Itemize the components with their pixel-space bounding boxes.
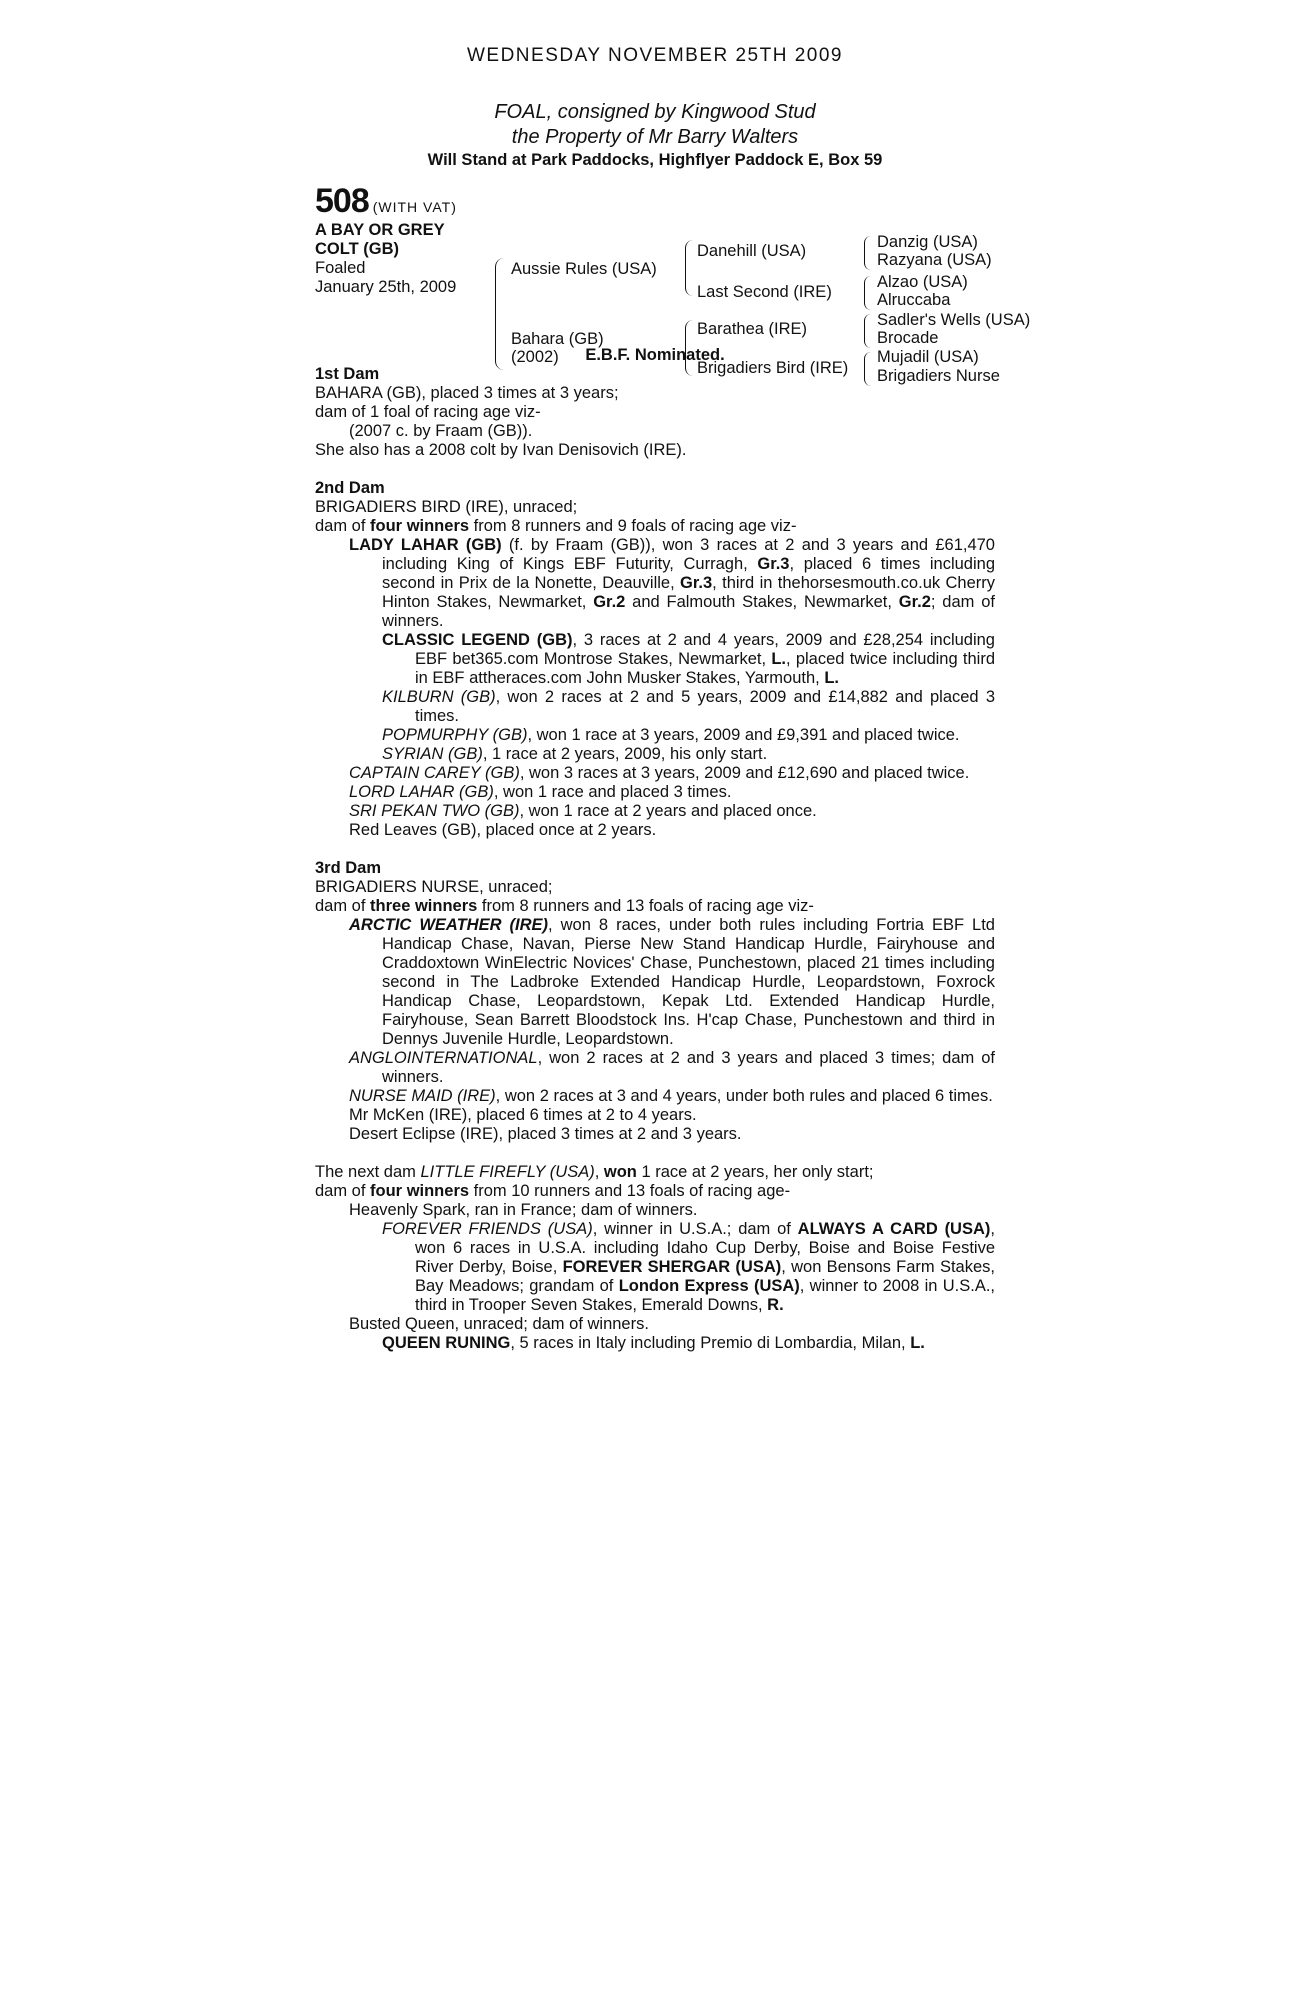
lot-number: 508 <box>315 182 369 220</box>
produce-entry: POPMURPHY (GB), won 1 race at 3 years, 2009 and £9,391 and placed twice. <box>382 726 960 744</box>
consignor-line: FOAL, consigned by Kingwood Stud <box>494 101 816 123</box>
ebf-note: E.B.F. Nominated. <box>585 346 725 364</box>
pedigree-brace <box>864 276 871 310</box>
produce-entry: LADY LAHAR (GB) (f. by Fraam (GB)), won 3 races at 2 and 3 years and £61,470 including King of Kings EBF Futurity, Curragh, Gr.3, placed 6 times including second in Prix de la Nonette, Deauville, Gr.3, third in thehorsesmouth.co.uk Cherry Hinton Stakes, Newmarket, Gr.2 and Falmouth Stakes, Newmarket, Gr.2; dam of winners. <box>349 536 995 630</box>
third-dam-line: dam of three winners from 8 runners and 13 foals of racing age viz- <box>315 897 814 915</box>
produce-entry: Busted Queen, unraced; dam of winners. <box>349 1315 649 1333</box>
first-dam-line: dam of 1 foal of racing age viz- <box>315 403 541 421</box>
pedigree-dsd: Brocade <box>877 329 939 347</box>
produce-entry: NURSE MAID (IRE), won 2 races at 3 and 4 years, under both rules and placed 6 times. <box>349 1087 993 1105</box>
produce-entry: ARCTIC WEATHER (IRE), won 8 races, under both rules including Fortria EBF Ltd Handicap Chase, Navan, Pierse New Stand Handicap Hurdle, Fairyhouse and Craddoxtown WinElectric Novices' Chase, Punchestown, placed 21 times including second in The Ladbroke Extended Handicap Hurdle, Leopardstown, Foxrock Handicap Chase, Leopardstown, Kepak Ltd. Extended Handicap Hurdle, Fairyhouse, Sean Barrett Bloodstock Ins. H'cap Chase, Punchestown and third in Dennys Juvenile Hurdle, Leopardstown. <box>349 916 995 1048</box>
pedigree-brace <box>864 314 871 348</box>
produce-entry: ANGLOINTERNATIONAL, won 2 races at 2 and 3 years and placed 3 times; dam of winners. <box>349 1049 995 1086</box>
produce-entry: LORD LAHAR (GB), won 1 race and placed 3 times. <box>349 783 732 801</box>
produce-entry: CAPTAIN CAREY (GB), won 3 races at 3 years, 2009 and £12,690 and placed twice. <box>349 764 970 782</box>
produce-entry: CLASSIC LEGEND (GB), 3 races at 2 and 4 years, 2009 and £28,254 including EBF bet365.com Montrose Stakes, Newmarket, L., placed twice including third in EBF attheraces.com John Musker Stakes, Yarmouth, L. <box>382 631 995 687</box>
pedigree-dss: Sadler's Wells (USA) <box>877 311 1031 329</box>
pedigree-dds: Mujadil (USA) <box>877 348 979 366</box>
pedigree-dam-year: (2002) <box>511 348 559 366</box>
owner-line: the Property of Mr Barry Walters <box>511 126 799 148</box>
lot-description-2: COLT (GB) <box>315 240 400 258</box>
produce-entry: SRI PEKAN TWO (GB), won 1 race at 2 years and placed once. <box>349 802 817 820</box>
sale-date: WEDNESDAY NOVEMBER 25TH 2009 <box>466 45 843 66</box>
next-dam-line: The next dam LITTLE FIREFLY (USA), won 1 race at 2 years, her only start; <box>315 1163 874 1181</box>
pedigree-ssd: Razyana (USA) <box>877 251 992 269</box>
vat-note: (WITH VAT) <box>372 199 457 215</box>
lot-description-1: A BAY OR GREY <box>315 221 445 239</box>
pedigree-sire-dam: Last Second (IRE) <box>697 283 832 301</box>
pedigree-dam-sire: Barathea (IRE) <box>697 320 808 338</box>
pedigree-brace <box>864 236 871 270</box>
second-dam-heading: 2nd Dam <box>315 479 385 497</box>
produce-entry: Red Leaves (GB), placed once at 2 years. <box>349 821 657 839</box>
pedigree-dam: Bahara (GB) <box>511 330 604 348</box>
consignment <box>315 100 995 150</box>
first-dam-line: She also has a 2008 colt by Ivan Denisovich (IRE). <box>315 441 687 459</box>
second-dam-line: BRIGADIERS BIRD (IRE), unraced; <box>315 498 578 516</box>
foaled-label: Foaled <box>315 259 366 277</box>
produce-entry: Heavenly Spark, ran in France; dam of winners. <box>349 1201 698 1219</box>
pedigree-sire: Aussie Rules (USA) <box>511 260 657 278</box>
pedigree-sire-sire: Danehill (USA) <box>697 242 807 260</box>
third-dam-heading: 3rd Dam <box>315 859 382 877</box>
produce-entry: SYRIAN (GB), 1 race at 2 years, 2009, his only start. <box>382 745 768 763</box>
second-dam-line: dam of four winners from 8 runners and 9 foals of racing age viz- <box>315 517 797 535</box>
lot-info <box>315 182 457 297</box>
produce-entry: QUEEN RUNING, 5 races in Italy including Premio di Lombardia, Milan, L. <box>382 1334 925 1352</box>
produce-entry: FOREVER FRIENDS (USA), winner in U.S.A.; dam of ALWAYS A CARD (USA), won 6 races in U.S.A. including Idaho Cup Derby, Boise and Boise Festive River Derby, Boise, FOREVER SHERGAR (USA), won Bensons Farm Stakes, Bay Meadows; grandam of London Express (USA), winner to 2008 in U.S.A., third in Trooper Seven Stakes, Emerald Downs, R. <box>382 1220 995 1314</box>
next-dam-line: dam of four winners from 10 runners and 13 foals of racing age- <box>315 1182 791 1200</box>
pedigree-brace <box>685 240 693 296</box>
first-dam-heading: 1st Dam <box>315 365 380 383</box>
produce-entry: Mr McKen (IRE), placed 6 times at 2 to 4 years. <box>349 1106 697 1124</box>
produce-record <box>315 365 995 1353</box>
stand-location: Will Stand at Park Paddocks, Highflyer Paddock E, Box 59 <box>427 151 883 169</box>
pedigree-sds: Alzao (USA) <box>877 273 968 291</box>
produce-entry: KILBURN (GB), won 2 races at 2 and 5 years, 2009 and £14,882 and placed 3 times. <box>382 688 996 725</box>
produce-entry: Desert Eclipse (IRE), placed 3 times at 2 and 3 years. <box>349 1125 742 1143</box>
pedigree-sdd: Alruccaba <box>877 291 951 309</box>
first-dam-line: BAHARA (GB), placed 3 times at 3 years; <box>315 384 619 402</box>
pedigree-dam-dam: Brigadiers Bird (IRE) <box>697 359 849 377</box>
foaled-date: January 25th, 2009 <box>315 278 457 296</box>
first-dam-line: (2007 c. by Fraam (GB)). <box>349 422 533 440</box>
pedigree-ddd: Brigadiers Nurse <box>877 367 1000 385</box>
third-dam-line: BRIGADIERS NURSE, unraced; <box>315 878 553 896</box>
pedigree-sss: Danzig (USA) <box>877 233 978 251</box>
